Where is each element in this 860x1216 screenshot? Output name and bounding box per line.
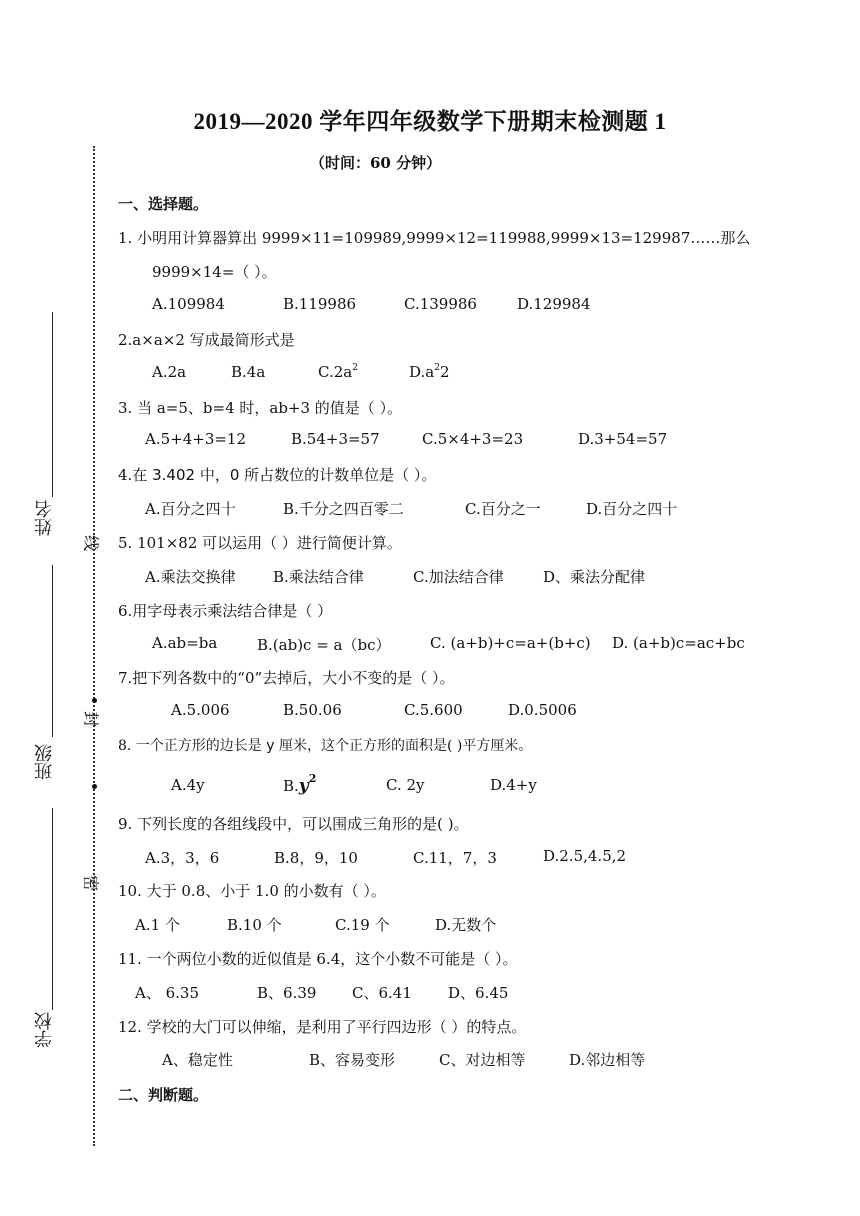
question-5: 5. 101×82 可以运用（ ）进行简便计算。 xyxy=(118,534,402,552)
question-10: 10. 大于 0.8、小于 1.0 的小数有（ ）。 xyxy=(118,882,386,900)
seal-dotted-line xyxy=(93,146,95,1146)
q4-option-a: A.百分之四十 xyxy=(145,500,236,518)
q8-option-b: $B.y^2$ xyxy=(283,772,317,796)
q2-option-d: $D.a^22$ xyxy=(409,363,450,381)
question-1: 1. 小明用计算器算出 9999×11=109989,9999×12=119988,9999×13=129987……那么 xyxy=(118,229,751,247)
q12-option-a: A、稳定性 xyxy=(162,1051,233,1069)
school-line xyxy=(52,808,53,1010)
class-line xyxy=(52,565,53,737)
q5-option-a: A.乘法交换律 xyxy=(145,568,236,586)
q7-option-b: B.50.06 xyxy=(283,701,342,719)
question-6: 6.用字母表示乘法结合律是（ ） xyxy=(118,602,333,620)
q11-option-d: D、6.45 xyxy=(448,984,509,1002)
seal-dot-bottom xyxy=(92,784,97,789)
q8-option-c: C. 2y xyxy=(386,776,425,794)
q9-option-b: B.8，9，10 xyxy=(274,849,358,867)
q1-option-a: A.109984 xyxy=(152,295,225,313)
q4-option-d: D.百分之四十 xyxy=(586,500,678,518)
q7-option-a: A.5.006 xyxy=(171,701,230,719)
q5-option-c: C.加法结合律 xyxy=(413,568,504,586)
q8-option-a: A.4y xyxy=(171,776,205,794)
section-heading-choice: 一、选择题。 xyxy=(118,195,209,213)
name-label: 姓名 xyxy=(34,500,55,536)
school-label: 学校 xyxy=(34,1012,55,1048)
q4-option-c: C.百分之一 xyxy=(465,500,541,518)
q7-option-d: D.0.5006 xyxy=(508,701,577,719)
q6-option-a: A.ab=ba xyxy=(152,634,218,652)
question-3: 3. 当 a=5、b=4 时，ab+3 的值是（ ）。 xyxy=(118,399,403,417)
q3-option-d: D.3+54=57 xyxy=(578,430,668,448)
class-label: 班级 xyxy=(34,744,55,780)
q1-option-c: C.139986 xyxy=(404,295,477,313)
page-title: 2019—2020 学年四年级数学下册期末检测题 1 xyxy=(193,109,667,134)
q1-option-d: D.129984 xyxy=(517,295,591,313)
q11-option-c: C、6.41 xyxy=(352,984,412,1002)
question-11: 11. 一个两位小数的近似值是 6.4，这个小数不可能是（ ）。 xyxy=(118,950,518,968)
q12-option-b: B、容易变形 xyxy=(309,1051,396,1069)
question-9: 9. 下列长度的各组线段中，可以围成三角形的是( )。 xyxy=(118,815,469,833)
section-heading-judgment: 二、判断题。 xyxy=(118,1086,209,1104)
name-line xyxy=(52,312,53,497)
q8-option-d: D.4+y xyxy=(490,776,537,794)
q10-option-c: C.19 个 xyxy=(335,916,390,934)
seal-char-seal: 封 xyxy=(83,708,100,728)
q12-option-c: C、对边相等 xyxy=(439,1051,526,1069)
q10-option-a: A.1 个 xyxy=(135,916,180,934)
q10-option-d: D.无数个 xyxy=(435,916,497,934)
seal-char-line: 线 xyxy=(83,532,100,552)
question-8: 8. 一个正方形的边长是 y 厘米，这个正方形的面积是( )平方厘米。 xyxy=(118,738,533,754)
seal-dot-top xyxy=(92,698,97,703)
question-12: 12. 学校的大门可以伸缩，是利用了平行四边形（ ）的特点。 xyxy=(118,1018,527,1036)
seal-char-secret: 密 xyxy=(83,872,100,892)
exam-time: （时间：60 分钟） xyxy=(310,154,442,172)
q6-option-d: D. (a+b)c=ac+bc xyxy=(612,634,745,652)
question-7: 7.把下列各数中的“0”去掉后，大小不变的是（ ）。 xyxy=(118,669,455,687)
q9-option-a: A.3，3，6 xyxy=(145,849,220,867)
q2-option-c: $C.2a^2$ xyxy=(318,363,358,381)
q5-option-d: D、乘法分配律 xyxy=(543,568,646,586)
q11-option-b: B、6.39 xyxy=(257,984,317,1002)
q1-option-b: B.119986 xyxy=(283,295,357,313)
q5-option-b: B.乘法结合律 xyxy=(273,568,364,586)
q10-option-b: B.10 个 xyxy=(227,916,282,934)
question-1-line2: 9999×14=（ ）。 xyxy=(152,263,277,281)
q2-option-b: B.4a xyxy=(231,363,266,381)
q6-option-c: C. (a+b)+c=a+(b+c) xyxy=(430,634,591,652)
q12-option-d: D.邻边相等 xyxy=(569,1051,646,1069)
q3-option-b: B.54+3=57 xyxy=(291,430,380,448)
q3-option-c: C.5×4+3=23 xyxy=(422,430,524,448)
q6-option-b: B.(ab)c = a（bc） xyxy=(257,636,391,654)
q9-option-c: C.11，7，3 xyxy=(413,849,497,867)
question-2: 2.a×a×2 写成最简形式是 xyxy=(118,331,295,349)
q4-option-b: B.千分之四百零二 xyxy=(283,500,404,518)
q9-option-d: D.2.5,4.5,2 xyxy=(543,847,627,865)
question-4: 4.在 3.402 中，0 所占数位的计数单位是（ ）。 xyxy=(118,466,437,484)
q7-option-c: C.5.600 xyxy=(404,701,463,719)
q11-option-a: A、 6.35 xyxy=(135,984,199,1002)
q2-option-a: A.2a xyxy=(152,363,187,381)
q3-option-a: A.5+4+3=12 xyxy=(145,430,247,448)
